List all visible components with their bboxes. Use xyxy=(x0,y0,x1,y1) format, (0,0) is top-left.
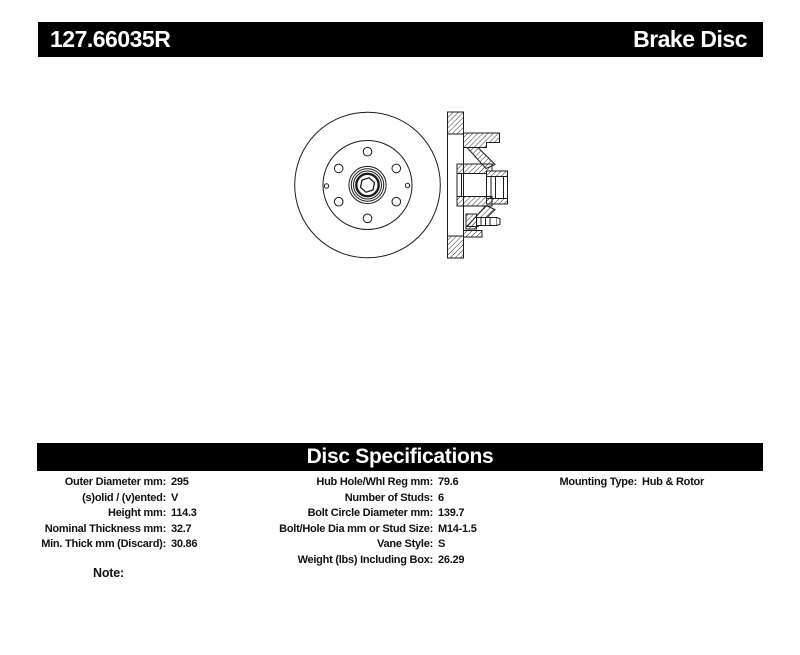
spec-row xyxy=(270,537,540,553)
spindle-nut-icon xyxy=(361,178,375,192)
spec-section-title: Disc Specifications xyxy=(306,445,494,468)
spec-row xyxy=(38,475,288,491)
note-label: Note: xyxy=(93,566,124,580)
brake-disc-cross-section-icon xyxy=(448,112,508,258)
spec-label: Outer Diameter mm: xyxy=(64,476,166,488)
spec-value: 79.6 xyxy=(438,476,459,488)
spec-row xyxy=(38,506,288,522)
spec-row xyxy=(38,522,288,538)
spec-label: Bolt/Hole Dia mm or Stud Size: xyxy=(279,522,433,535)
spec-row xyxy=(38,491,288,507)
part-number: 127.66035R xyxy=(50,26,171,52)
spec-label: Height mm: xyxy=(108,507,166,520)
spec-value: 114.3 xyxy=(171,507,197,520)
spec-column-middle xyxy=(270,475,540,569)
page-title: Brake Disc xyxy=(633,26,747,52)
spec-label: (s)olid / (v)ented: xyxy=(82,491,166,504)
spec-row xyxy=(270,522,540,538)
spec-label: Min. Thick mm (Discard): xyxy=(41,538,166,551)
spec-value: S xyxy=(438,538,446,551)
spec-value: 139.7 xyxy=(438,507,465,520)
spec-label: Weight (lbs) Including Box: xyxy=(297,553,433,566)
brake-disc-front-view-icon xyxy=(295,112,441,258)
spec-row xyxy=(520,475,763,491)
spec-row xyxy=(270,553,540,569)
spec-label: Hub Hole/Whl Reg mm: xyxy=(316,476,433,488)
spec-value: Hub & Rotor xyxy=(642,476,705,488)
spec-label: Bolt Circle Diameter mm: xyxy=(307,507,433,520)
brake-disc-drawing xyxy=(285,98,515,273)
spec-column-left xyxy=(38,475,288,553)
spec-label: Vane Style: xyxy=(377,538,433,551)
spec-value: V xyxy=(171,491,179,504)
spec-value: 6 xyxy=(438,491,444,504)
spec-section-header xyxy=(37,443,763,471)
spec-value: M14-1.5 xyxy=(438,522,477,535)
spec-row xyxy=(38,537,288,553)
spec-column-right xyxy=(520,475,763,491)
spec-label: Nominal Thickness mm: xyxy=(44,522,166,535)
spec-label: Number of Studs: xyxy=(344,491,433,504)
spec-value: 295 xyxy=(171,476,189,488)
spec-value: 26.29 xyxy=(438,553,465,566)
header-bar xyxy=(38,22,763,57)
spec-row xyxy=(270,491,540,507)
spec-label: Mounting Type: xyxy=(559,476,637,488)
spec-row xyxy=(270,475,540,491)
spec-value: 30.86 xyxy=(171,538,198,551)
spec-value: 32.7 xyxy=(171,522,192,535)
spec-row xyxy=(270,506,540,522)
